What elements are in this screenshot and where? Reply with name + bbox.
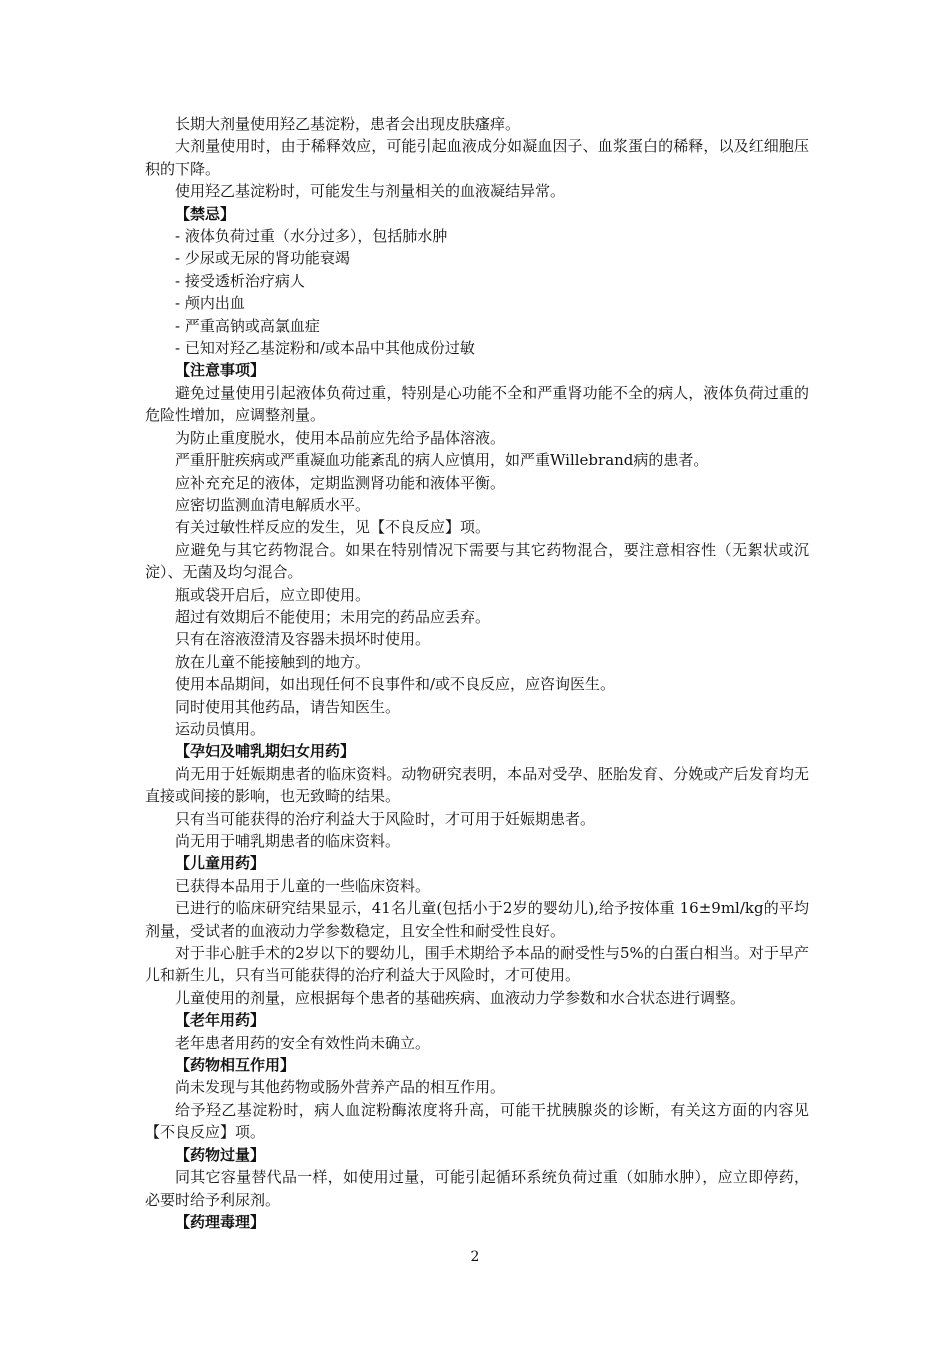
list-item: - 已知对羟乙基淀粉和/或本品中其他成份过敏: [175, 339, 475, 358]
paragraph: 放在儿童不能接触到的地方。: [175, 652, 371, 671]
paragraph: 应密切监测血清电解质水平。: [175, 495, 371, 514]
paragraph: 老年患者用药的安全有效性尚未确立。: [175, 1033, 431, 1052]
paragraph: 避免过量使用引起液体负荷过重，特别是心功能不全和严重肾功能不全的病人，液体负荷过重的危险性增加，应调整剂量。: [145, 383, 809, 425]
section-heading: 【药物相互作用】: [175, 1056, 296, 1075]
paragraph: 超过有效期后不能使用；未用完的药品应丢弃。: [175, 607, 491, 626]
paragraph: 使用本品期间，如出现任何不良事件和/或不良反应，应咨询医生。: [175, 675, 616, 694]
section-heading: 【药物过量】: [175, 1145, 266, 1164]
list-item: - 少尿或无尿的肾功能衰竭: [175, 249, 350, 268]
paragraph: 只有当可能获得的治疗利益大于风险时，才可用于妊娠期患者。: [175, 809, 596, 828]
paragraph: 严重肝脏疾病或严重凝血功能紊乱的病人应慎用，如严重Willebrand病的患者。: [175, 451, 709, 470]
paragraph: 已获得本品用于儿童的一些临床资料。: [175, 876, 431, 895]
paragraph: 有关过敏性样反应的发生，见【不良反应】项。: [175, 518, 491, 537]
page-number: 2: [470, 1249, 480, 1265]
paragraph: 瓶或袋开启后，应立即使用。: [175, 585, 371, 604]
paragraph: 同其它容量替代品一样，如使用过量，可能引起循环系统负荷过重（如肺水肿），应立即停药，必要时给予利尿剂。: [145, 1168, 809, 1209]
section-heading: 【注意事项】: [175, 361, 266, 380]
paragraph: 使用羟乙基淀粉时，可能发生与剂量相关的血液凝结异常。: [175, 182, 566, 201]
list-item: - 接受透析治疗病人: [175, 271, 305, 290]
paragraph: 应避免与其它药物混合。如果在特别情况下需要与其它药物混合，要注意相容性（无絮状或沉淀）、无菌及均匀混合。: [145, 540, 809, 582]
list-item: - 液体负荷过重（水分过多），包括肺水肿: [175, 227, 448, 246]
paragraph: 长期大剂量使用羟乙基淀粉，患者会出现皮肤瘙痒。: [175, 115, 521, 133]
section-heading: 【孕妇及哺乳期妇女用药】: [175, 742, 356, 761]
paragraph: 为防止重度脱水，使用本品前应先给予晶体溶液。: [175, 428, 506, 447]
paragraph: 给予羟乙基淀粉时，病人血淀粉酶浓度将升高，可能干扰胰腺炎的诊断，有关这方面的内容见【不良反应】项。: [145, 1100, 809, 1142]
paragraph: 运动员慎用。: [175, 719, 266, 738]
paragraph: 同时使用其他药品，请告知医生。: [175, 697, 401, 716]
paragraph: 尚未发现与其他药物或肠外营养产品的相互作用。: [175, 1078, 506, 1097]
paragraph: 尚无用于妊娠期患者的临床资料。动物研究表明，本品对受孕、胚胎发育、分娩或产后发育均无直接或间接的影响，也无致畸的结果。: [145, 764, 809, 806]
document-body: [145, 113, 809, 1233]
paragraph: 尚无用于哺乳期患者的临床资料。: [175, 832, 401, 850]
list-item: - 颅内出血: [175, 294, 245, 313]
paragraph: 已进行的临床研究结果显示，41名儿童(包括小于2岁的婴幼儿),给予按体重 16±9ml/kg的平均剂量，受试者的血液动力学参数稳定，且安全性和耐受性良好。: [145, 899, 809, 940]
section-heading: 【药理毒理】: [175, 1212, 266, 1231]
paragraph: 只有在溶液澄清及容器未损坏时使用。: [175, 630, 431, 649]
paragraph: 大剂量使用时，由于稀释效应，可能引起血液成分如凝血因子、血浆蛋白的稀释，以及红细胞压积的下降。: [145, 137, 809, 178]
list-item: - 严重高钠或高氯血症: [175, 316, 320, 335]
section-heading: 【禁忌】: [175, 204, 236, 223]
section-heading: 【老年用药】: [175, 1011, 266, 1030]
section-heading: 【儿童用药】: [175, 854, 266, 873]
paragraph: 儿童使用的剂量，应根据每个患者的基础疾病、血液动力学参数和水合状态进行调整。: [175, 988, 746, 1007]
paragraph: 应补充充足的液体，定期监测肾功能和液体平衡。: [175, 473, 506, 492]
paragraph: 对于非心脏手术的2岁以下的婴幼儿，围手术期给予本品的耐受性与5%的白蛋白相当。对于早产儿和新生儿，只有当可能获得的治疗利益大于风险时，才可使用。: [145, 944, 809, 985]
